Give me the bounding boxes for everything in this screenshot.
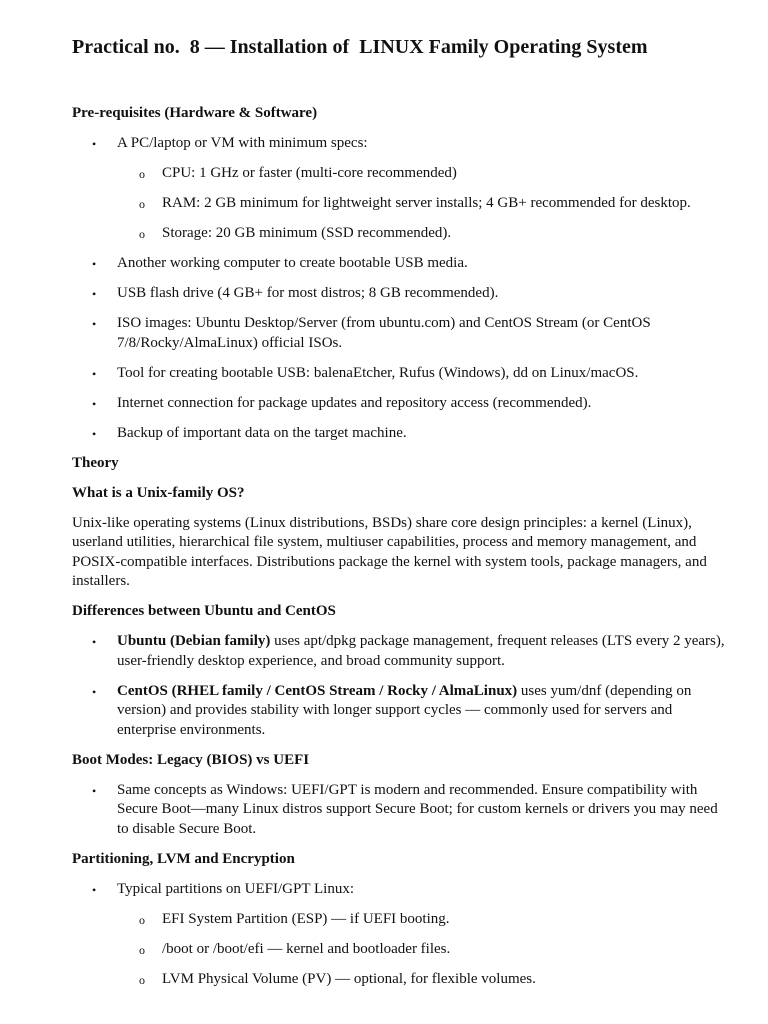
sub-list-item (117, 940, 732, 960)
bullet-icon: • (92, 257, 97, 271)
list-item-text: Same concepts as Windows: UEFI/GPT is modern and recommended. Ensure compatibility with Secure Boot—many Linux distros support Secure Boot; for custom kernels or drivers you may need to disable Secure Boot. (117, 781, 718, 837)
ubuntu-text: uses apt/dpkg package management, frequent releases (LTS every 2 years), user-friendly desktop experience, and broad community support. (117, 633, 725, 669)
bullet-icon: • (92, 287, 97, 301)
bullet-icon: • (92, 426, 97, 441)
sub-list-item-text: LVM Physical Volume (PV) — optional, for flexible volumes. (162, 970, 536, 987)
sub-bullet-icon: o (139, 942, 145, 957)
sub-bullet-icon: o (139, 167, 145, 181)
sub-list-item-text: Storage: 20 GB minimum (SSD recommended). (162, 225, 452, 241)
differences-list (72, 632, 732, 740)
list-item (72, 880, 732, 990)
sub-bullet-icon: o (139, 972, 145, 987)
boot-modes-list (72, 781, 732, 840)
list-item (72, 284, 732, 304)
sub-list-item (117, 164, 732, 184)
list-item (72, 134, 732, 244)
list-item (72, 314, 732, 353)
ubuntu-label: Ubuntu (Debian family) (117, 633, 271, 649)
sub-bullet-icon: o (139, 912, 145, 927)
centos-text: uses yum/dnf (depending on version) and provides stability with longer support cycles — commonly used for servers and enterprise environments. (117, 682, 692, 738)
sub-list-item (117, 970, 732, 990)
list-item-text: Another working computer to create bootable USB media. (117, 255, 468, 271)
document-body (72, 104, 732, 1000)
partitioning-heading: Partitioning, LVM and Encryption (72, 850, 295, 867)
theory-heading: Theory (72, 454, 119, 471)
list-item-text: A PC/laptop or VM with minimum specs: (117, 135, 368, 151)
sub-bullet-icon: o (139, 197, 145, 211)
list-item-text: Typical partitions on UEFI/GPT Linux: (117, 880, 354, 897)
sub-list-item-text: CPU: 1 GHz or faster (multi-core recommended) (162, 165, 457, 181)
boot-modes-heading: Boot Modes: Legacy (BIOS) vs UEFI (72, 751, 310, 768)
list-item-text: Internet connection for package updates and repository access (recommended). (117, 394, 592, 411)
list-item (72, 632, 732, 671)
sub-list-item-text: /boot or /boot/efi — kernel and bootloader files. (162, 940, 451, 957)
sub-list-item (117, 910, 732, 930)
prereq-heading: Pre-requisites (Hardware & Software) (72, 105, 318, 121)
specs-list (117, 164, 732, 244)
sub-list-item (117, 224, 732, 244)
sub-list-item-text: RAM: 2 GB minimum for lightweight server installs; 4 GB+ recommended for desktop. (162, 195, 691, 211)
unix-paragraph: Unix-like operating systems (Linux distributions, BSDs) share core design principles: a kernel (Linux), userland utilities, hierarchical file system, multiuser capabilities, process and memory management, and POSIX-compatible interfaces. Distributions package the kernel with system tools, package managers, and installers. (72, 514, 707, 589)
bullet-icon: • (92, 366, 97, 381)
prereq-list (72, 134, 732, 443)
list-item-text: USB flash drive (4 GB+ for most distros; 8 GB recommended). (117, 285, 499, 301)
partitioning-list (72, 880, 732, 990)
centos-label: CentOS (RHEL family / CentOS Stream / Rocky / AlmaLinux) (117, 682, 518, 699)
list-item (72, 364, 732, 384)
differences-heading: Differences between Ubuntu and CentOS (72, 603, 336, 619)
sub-list-item (117, 194, 732, 214)
page-title: Practical no. 8 — Installation of LINUX Family Operating System (72, 36, 648, 58)
sub-list-item-text: EFI System Partition (ESP) — if UEFI booting. (162, 910, 450, 927)
list-item (72, 682, 732, 741)
bullet-icon: • (92, 882, 97, 897)
partitions-list (117, 910, 732, 990)
bullet-icon: • (92, 317, 97, 331)
list-item-text: ISO images: Ubuntu Desktop/Server (from ubuntu.com) and CentOS Stream (or CentOS 7/8/Rocky/AlmaLinux) official ISOs. (117, 315, 651, 351)
bullet-icon: • (92, 635, 97, 649)
list-item (72, 424, 732, 444)
bullet-icon: • (92, 684, 97, 699)
sub-bullet-icon: o (139, 227, 145, 241)
list-item (72, 781, 732, 840)
list-item-text: Backup of important data on the target machine. (117, 424, 407, 441)
bullet-icon: • (92, 396, 97, 411)
bullet-icon: • (92, 783, 97, 798)
unix-heading: What is a Unix-family OS? (72, 484, 245, 501)
list-item (72, 254, 732, 274)
list-item-text: Tool for creating bootable USB: balenaEtcher, Rufus (Windows), dd on Linux/macOS. (117, 364, 639, 381)
bullet-icon: • (92, 137, 97, 151)
list-item (72, 394, 732, 414)
